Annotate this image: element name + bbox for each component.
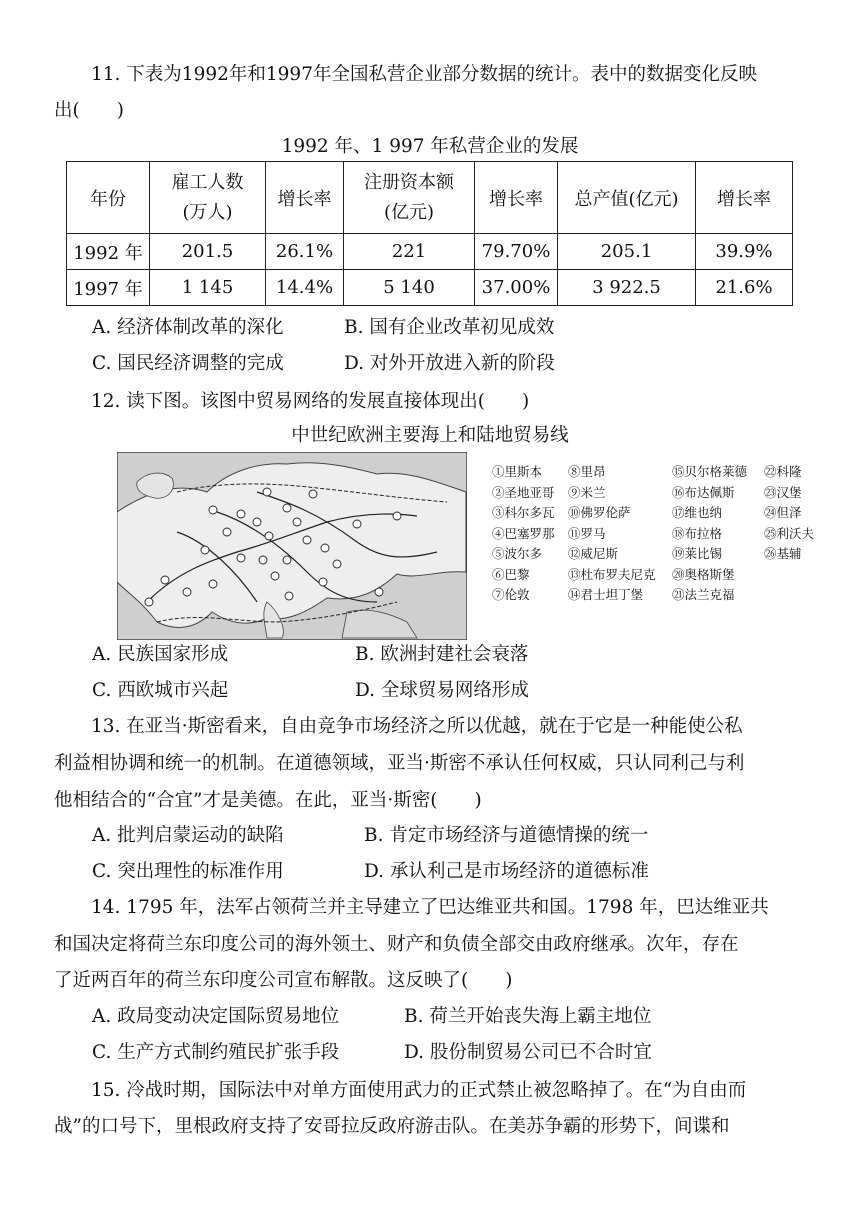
legend-item: ②圣地亚哥 <box>492 484 555 500</box>
q13-stem-line3: 他相结合的“合宜”才是美德。在此，亚当·斯密( ) <box>54 790 482 811</box>
table-cell: 201.5 <box>150 234 266 270</box>
legend-item: ⑮贝尔格莱德 <box>672 464 748 479</box>
table-cell: 26.1% <box>266 234 344 270</box>
legend-item: ⑥巴黎 <box>492 566 530 582</box>
table-cell: 37.00% <box>475 270 558 306</box>
q14-stem-line2: 和国决定将荷兰东印度公司的海外领土、财产和负债全部交由政府继承。次年，存在 <box>54 934 739 955</box>
q12-map-title: 中世纪欧洲主要海上和陆地贸易线 <box>291 425 569 446</box>
table-cell: 39.9% <box>696 234 793 270</box>
legend-item: ⑲莱比锡 <box>672 546 723 561</box>
header-cell: 增长率 <box>696 162 793 234</box>
table-header-row <box>67 162 793 234</box>
table-row <box>67 270 793 306</box>
legend-item: ㉒科隆 <box>764 464 802 479</box>
header-text: 雇工人数 (万人) <box>171 171 244 223</box>
legend-item: ⑦伦敦 <box>492 587 530 602</box>
legend-item: ⑨米兰 <box>568 484 606 500</box>
q13-option-d[interactable]: D. 承认利己是市场经济的道德标准 <box>364 861 649 882</box>
legend-item: ⑯布达佩斯 <box>672 484 735 500</box>
header-cell: 增长率 <box>266 162 344 234</box>
header-cell: 增长率 <box>475 162 558 234</box>
q11-table-title: 1992 年、1 997 年私营企业的发展 <box>281 136 579 157</box>
header-cell <box>344 162 475 234</box>
legend-item: ⑧里昂 <box>568 464 606 479</box>
q11-option-d[interactable]: D. 对外开放进入新的阶段 <box>344 353 555 374</box>
header-cell <box>150 162 266 234</box>
legend-item: ⑰维也纳 <box>672 505 723 520</box>
table-cell: 5 140 <box>344 270 475 306</box>
table-row <box>67 234 793 270</box>
legend-item: ㉑法兰克福 <box>672 587 735 602</box>
legend-item: ⑬杜布罗夫尼克 <box>568 566 656 582</box>
q12-option-b[interactable]: B. 欧洲封建社会衰落 <box>355 644 529 665</box>
q11-data-table <box>66 161 793 306</box>
q13-option-a[interactable]: A. 批判启蒙运动的缺陷 <box>92 825 284 846</box>
legend-column-4 <box>764 462 814 565</box>
legend-column-2 <box>568 462 656 606</box>
legend-item: ㉕利沃夫 <box>764 525 815 541</box>
legend-item: ③科尔多瓦 <box>492 505 555 520</box>
legend-item: ⑭君士坦丁堡 <box>568 587 644 602</box>
table-cell: 3 922.5 <box>558 270 696 306</box>
q12-option-c[interactable]: C. 西欧城市兴起 <box>92 680 229 701</box>
legend-item: ⑪罗马 <box>568 525 606 541</box>
legend-item: ⑱布拉格 <box>672 525 723 541</box>
q11-stem-line2: 出( ) <box>54 100 124 121</box>
legend-item: ④巴塞罗那 <box>492 525 555 541</box>
q13-stem-line2: 利益相协调和统一的机制。在道德领域，亚当·斯密不承认任何权威，只认同利己与利 <box>54 753 745 774</box>
legend-item: ⑳奥格斯堡 <box>672 566 735 582</box>
table-cell: 79.70% <box>475 234 558 270</box>
legend-item: ⑤波尔多 <box>492 546 543 561</box>
q13-option-b[interactable]: B. 肯定市场经济与道德情操的统一 <box>364 825 649 846</box>
q11-option-a[interactable]: A. 经济体制改革的深化 <box>92 317 284 338</box>
legend-item: ⑫威尼斯 <box>568 546 619 561</box>
q13-stem-line1: 13. 在亚当·斯密看来，自由竞争市场经济之所以优越，就在于它是一种能使公私 <box>91 716 743 737</box>
table-cell: 1 145 <box>150 270 266 306</box>
europe-trade-map <box>117 452 467 640</box>
q13-option-c[interactable]: C. 突出理性的标准作用 <box>92 861 284 882</box>
table-cell: 221 <box>344 234 475 270</box>
table-cell: 1997 年 <box>67 270 150 306</box>
legend-item: ㉓汉堡 <box>764 484 802 500</box>
legend-item: ①里斯本 <box>492 464 543 479</box>
table-cell: 14.4% <box>266 270 344 306</box>
q11-option-c[interactable]: C. 国民经济调整的完成 <box>92 353 284 374</box>
legend-item: ⑩佛罗伦萨 <box>568 505 631 520</box>
map-illustration <box>117 452 467 640</box>
q12-option-a[interactable]: A. 民族国家形成 <box>92 644 229 665</box>
q14-stem-line1: 14. 1795 年，法军占领荷兰并主导建立了巴达维亚共和国。1798 年，巴达维亚共 <box>91 897 769 918</box>
table-cell: 1992 年 <box>67 234 150 270</box>
legend-column-1 <box>492 462 555 606</box>
legend-column-3 <box>672 462 747 606</box>
q14-option-b[interactable]: B. 荷兰开始丧失海上霸主地位 <box>404 1006 652 1027</box>
q14-option-c[interactable]: C. 生产方式制约殖民扩张手段 <box>92 1042 340 1063</box>
q14-stem-line3: 了近两百年的荷兰东印度公司宣布解散。这反映了( ) <box>54 970 513 991</box>
q15-stem-line1: 15. 冷战时期，国际法中对单方面使用武力的正式禁止被忽略掉了。在“为自由而 <box>91 1080 747 1101</box>
header-cell: 年份 <box>67 162 150 234</box>
table-cell: 205.1 <box>558 234 696 270</box>
q12-stem: 12. 读下图。该图中贸易网络的发展直接体现出( ) <box>91 391 530 412</box>
legend-item: ㉖基辅 <box>764 546 802 561</box>
q12-option-d[interactable]: D. 全球贸易网络形成 <box>355 680 529 701</box>
q15-stem-line2: 战”的口号下，里根政府支持了安哥拉反政府游击队。在美苏争霸的形势下，间谍和 <box>54 1116 730 1137</box>
q11-option-b[interactable]: B. 国有企业改革初见成效 <box>344 317 555 338</box>
q11-stem-line1: 11. 下表为1992年和1997年全国私营企业部分数据的统计。表中的数据变化反映 <box>91 64 757 85</box>
table-cell: 21.6% <box>696 270 793 306</box>
q14-option-a[interactable]: A. 政局变动决定国际贸易地位 <box>92 1006 340 1027</box>
legend-item: ㉔但泽 <box>764 505 802 520</box>
q14-option-d[interactable]: D. 股份制贸易公司已不合时宜 <box>404 1042 652 1063</box>
header-text: 注册资本额 (亿元) <box>364 171 454 223</box>
header-cell: 总产值(亿元) <box>558 162 696 234</box>
